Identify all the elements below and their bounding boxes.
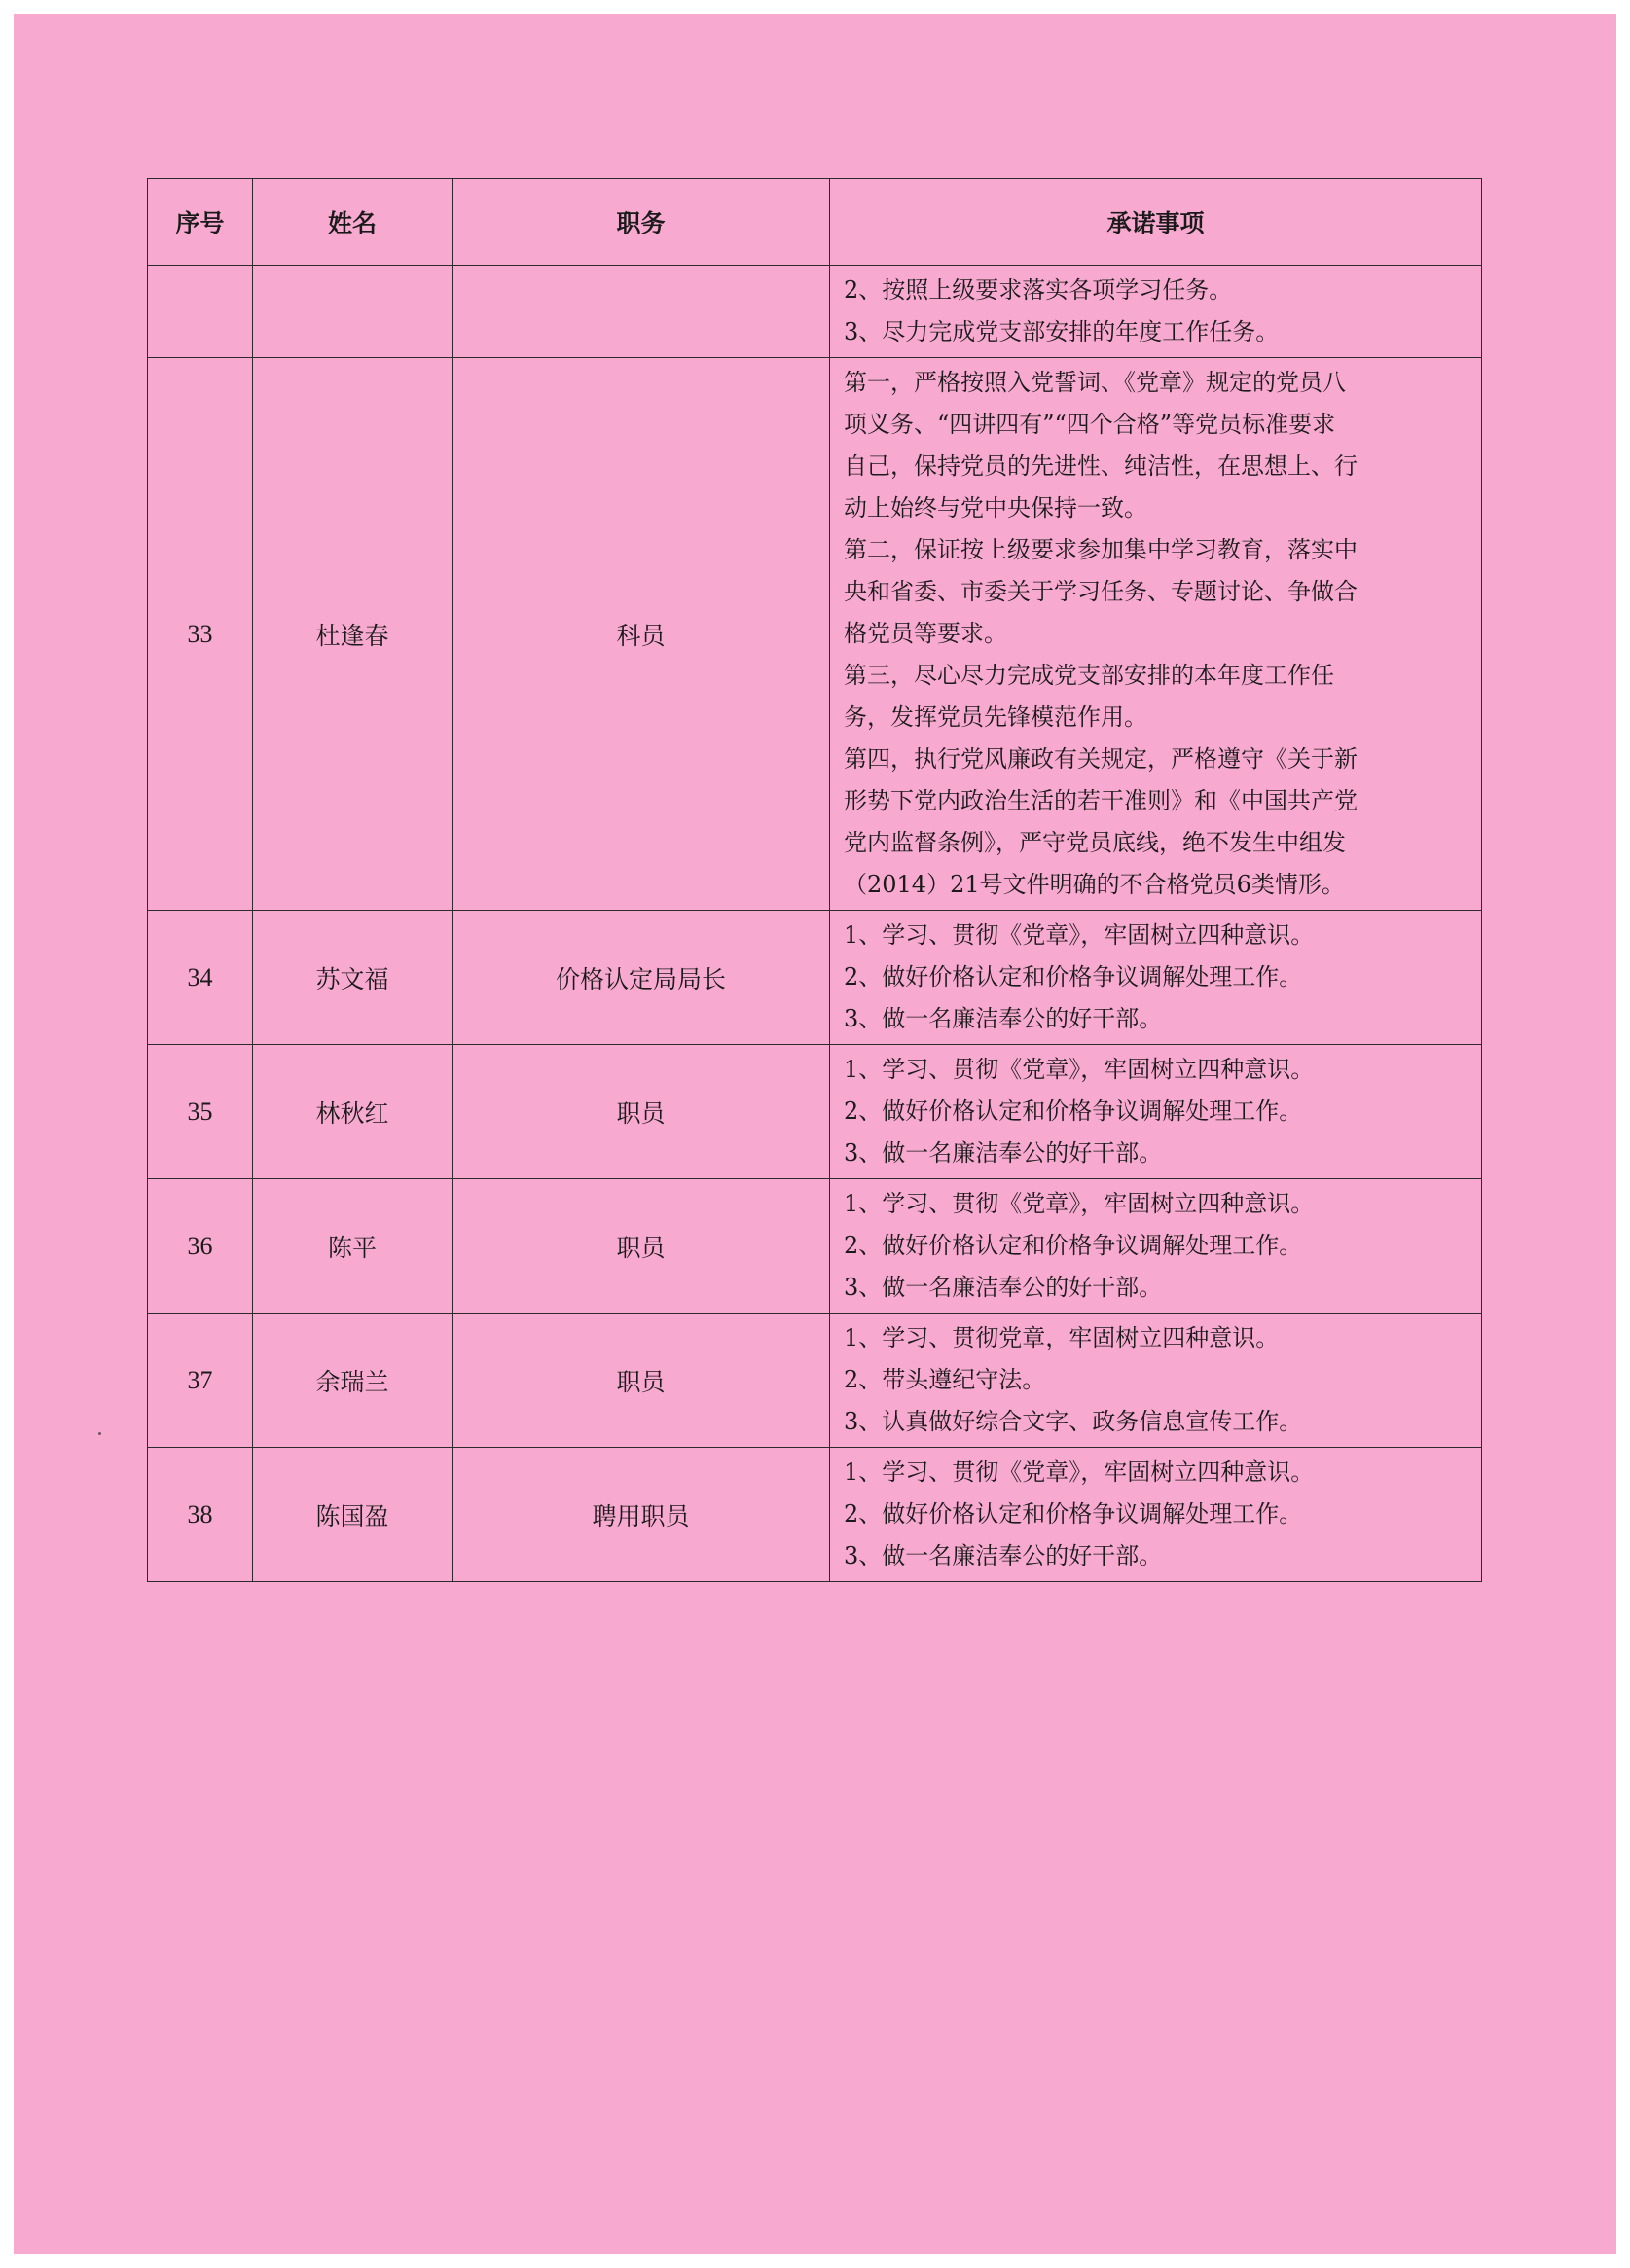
commitment-line: 3、做一名廉洁奉公的好干部。 <box>844 1005 1163 1032</box>
row-position: 职员 <box>453 1179 830 1314</box>
row-name: 陈国盈 <box>253 1448 453 1582</box>
row-commitments <box>830 358 1482 911</box>
header-commitments: 承诺事项 <box>830 179 1482 266</box>
table-row <box>148 1045 1482 1179</box>
table-header-row <box>148 179 1482 266</box>
commitment-line: 2、做好价格认定和价格争议调解处理工作。 <box>844 1098 1303 1125</box>
row-name: 杜逢春 <box>253 358 453 911</box>
row-index: 33 <box>148 358 253 911</box>
table-row <box>148 1179 1482 1314</box>
commitment-line: 第四，执行党风廉政有关规定，严格遵守《关于新 <box>844 745 1358 773</box>
row-index <box>148 266 253 358</box>
table-row <box>148 1448 1482 1582</box>
row-position: 职员 <box>453 1314 830 1448</box>
commitment-line: 2、做好价格认定和价格争议调解处理工作。 <box>844 1500 1303 1528</box>
commitment-table <box>147 178 1482 1582</box>
commitment-line: 2、做好价格认定和价格争议调解处理工作。 <box>844 963 1303 990</box>
commitment-line: 3、做一名廉洁奉公的好干部。 <box>844 1542 1163 1569</box>
table-row <box>148 358 1482 911</box>
row-commitments <box>830 1314 1482 1448</box>
table-row <box>148 266 1482 358</box>
commitment-line: 3、尽力完成党支部安排的年度工作任务。 <box>844 318 1280 345</box>
commitment-line: 3、认真做好综合文字、政务信息宣传工作。 <box>844 1408 1303 1435</box>
commitment-line: 1、学习、贯彻《党章》，牢固树立四种意识。 <box>844 1056 1315 1083</box>
row-name <box>253 266 453 358</box>
commitment-line: （2014）21号文件明确的不合格党员6类情形。 <box>844 871 1345 898</box>
row-commitments <box>830 1045 1482 1179</box>
table-row <box>148 1314 1482 1448</box>
row-index: 36 <box>148 1179 253 1314</box>
row-position: 职员 <box>453 1045 830 1179</box>
commitment-line: 格党员等要求。 <box>844 620 1007 647</box>
row-index: 35 <box>148 1045 253 1179</box>
row-position: 聘用职员 <box>453 1448 830 1582</box>
commitment-line: 自己，保持党员的先进性、纯洁性，在思想上、行 <box>844 452 1358 480</box>
row-commitments <box>830 911 1482 1045</box>
row-name: 陈平 <box>253 1179 453 1314</box>
row-commitments <box>830 266 1482 358</box>
commitment-line: 形势下党内政治生活的若干准则》和《中国共产党 <box>844 787 1358 814</box>
row-index: 34 <box>148 911 253 1045</box>
row-index: 38 <box>148 1448 253 1582</box>
commitment-line: 1、学习、贯彻《党章》，牢固树立四种意识。 <box>844 1458 1315 1486</box>
commitment-line: 动上始终与党中央保持一致。 <box>844 494 1147 522</box>
commitment-line: 党内监督条例》，严守党员底线，绝不发生中组发 <box>844 829 1346 856</box>
header-index: 序号 <box>148 179 253 266</box>
scan-speck <box>98 1432 101 1435</box>
row-commitments <box>830 1448 1482 1582</box>
commitment-line: 3、做一名廉洁奉公的好干部。 <box>844 1274 1163 1301</box>
commitment-line: 第二，保证按上级要求参加集中学习教育，落实中 <box>844 536 1358 563</box>
commitment-line: 3、做一名廉洁奉公的好干部。 <box>844 1139 1163 1167</box>
commitment-line: 1、学习、贯彻《党章》，牢固树立四种意识。 <box>844 921 1315 949</box>
row-position: 价格认定局局长 <box>453 911 830 1045</box>
commitment-line: 2、做好价格认定和价格争议调解处理工作。 <box>844 1232 1303 1259</box>
commitment-line: 务，发挥党员先锋模范作用。 <box>844 703 1147 731</box>
commitment-line: 2、带头遵纪守法。 <box>844 1366 1046 1393</box>
row-name: 苏文福 <box>253 911 453 1045</box>
row-name: 林秋红 <box>253 1045 453 1179</box>
commitment-line: 1、学习、贯彻《党章》，牢固树立四种意识。 <box>844 1190 1315 1217</box>
commitment-line: 第一，严格按照入党誓词、《党章》规定的党员八 <box>844 369 1346 396</box>
row-position: 科员 <box>453 358 830 911</box>
commitment-line: 2、按照上级要求落实各项学习任务。 <box>844 276 1233 304</box>
commitment-line: 第三，尽心尽力完成党支部安排的本年度工作任 <box>844 662 1334 689</box>
commitment-line: 1、学习、贯彻党章，牢固树立四种意识。 <box>844 1324 1280 1351</box>
row-commitments <box>830 1179 1482 1314</box>
row-position <box>453 266 830 358</box>
commitment-line: 项义务、“四讲四有”“四个合格”等党员标准要求 <box>844 411 1336 438</box>
header-name: 姓名 <box>253 179 453 266</box>
row-index: 37 <box>148 1314 253 1448</box>
table-row <box>148 911 1482 1045</box>
commitment-line: 央和省委、市委关于学习任务、专题讨论、争做合 <box>844 578 1358 605</box>
row-name: 余瑞兰 <box>253 1314 453 1448</box>
header-position: 职务 <box>453 179 830 266</box>
